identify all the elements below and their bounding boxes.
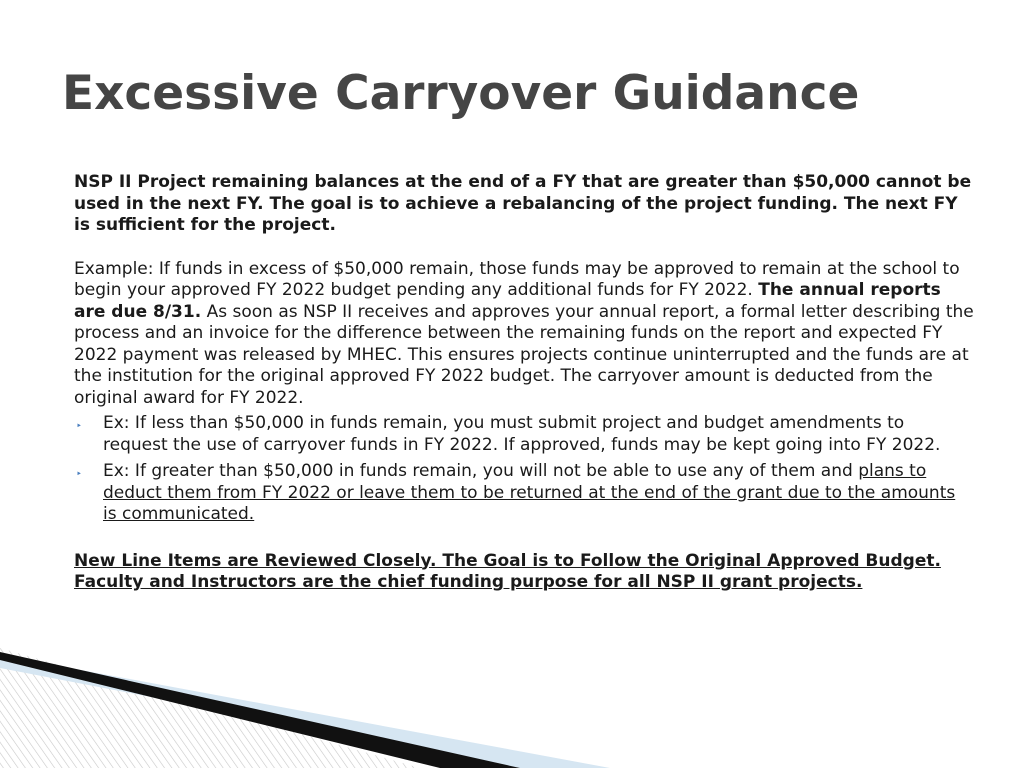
intro-paragraph: NSP II Project remaining balances at the end of a FY that are greater than $50,000 cannot be used in the next FY. The goal is to achieve a rebalancing of the project funding. The next FY is sufficient for the project. bbox=[74, 172, 972, 235]
example-text-2: As soon as NSP II receives and approves your annual report, a formal letter describing the process and an invoice for the difference between the remaining funds on the report and expected FY 2022 payment was released by MHEC. This ensures projects continue uninterrupted and the funds are at the institution for the original approved FY 2022 budget. The carryover amount is deducted from the original award for FY 2022. bbox=[74, 301, 974, 408]
example-text-1: Example: If funds in excess of $50,000 remain, those funds may be approved to remain at the school to begin your approved FY 2022 budget pending any additional funds for FY 2022. bbox=[74, 258, 960, 300]
example-paragraph bbox=[74, 259, 974, 410]
slide-body bbox=[74, 172, 974, 594]
closing-paragraph: New Line Items are Reviewed Closely. The Goal is to Follow the Original Approved Budget. Faculty and Instructors are the chief funding purpose for all NSP II grant projects. bbox=[74, 550, 941, 592]
bullet-text: Ex: If less than $50,000 in funds remain, you must submit project and budget amendments to request the use of carryover funds in FY 2022. If approved, funds may be kept going into FY 2022. bbox=[103, 413, 941, 455]
bullet-arrow-icon: ‣ bbox=[76, 469, 82, 480]
bullet-item bbox=[74, 413, 974, 456]
example-text-bold: The annual reports are due 8/31. bbox=[74, 280, 941, 322]
slide-title: Excessive Carryover Guidance bbox=[62, 66, 860, 121]
spacer bbox=[74, 531, 974, 551]
spacer bbox=[74, 237, 974, 259]
bullet-item bbox=[74, 461, 974, 526]
bullet-arrow-icon: ‣ bbox=[76, 421, 82, 432]
bullet-text-underlined: plans to deduct them from FY 2022 or leave them to be returned at the end of the grant due to the amounts is communicated. bbox=[103, 461, 956, 524]
bullet-list bbox=[74, 413, 974, 526]
bullet-text: Ex: If greater than $50,000 in funds remain, you will not be able to use any of them and bbox=[103, 461, 859, 481]
